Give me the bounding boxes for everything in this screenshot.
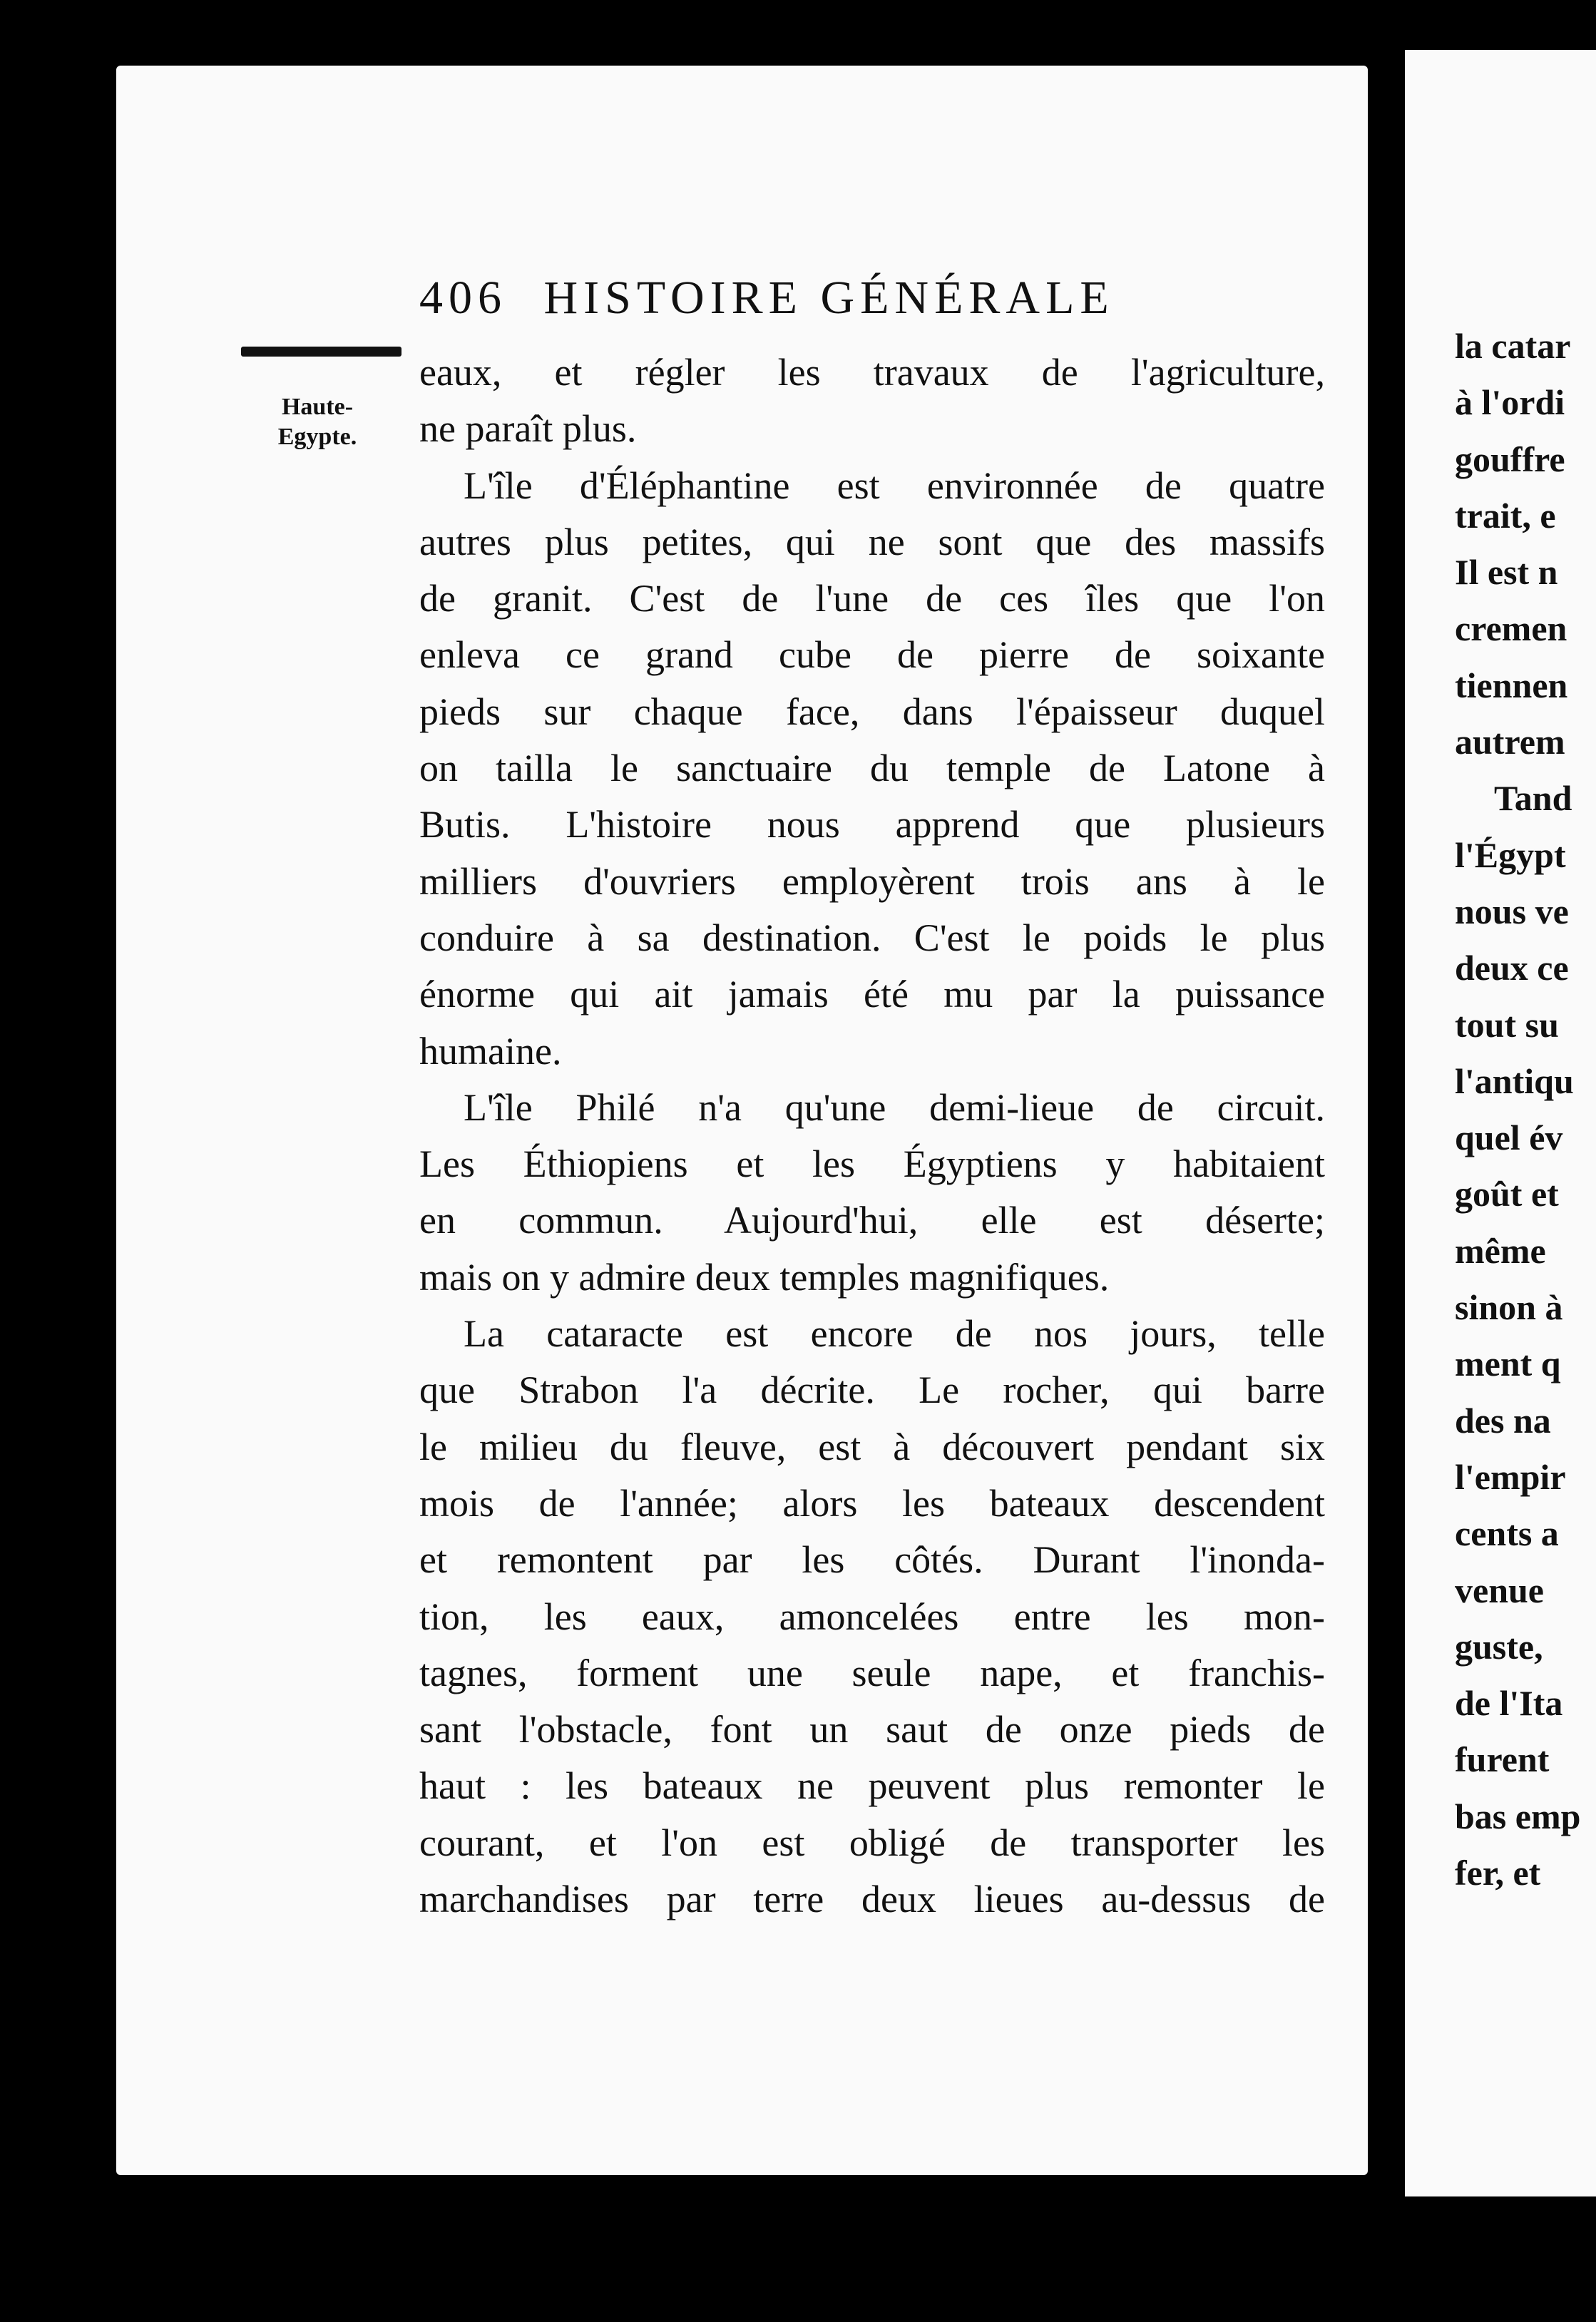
text-line: courant, et l'on est obligé de transporter les (419, 1821, 1325, 1864)
text-line: même (1455, 1230, 1546, 1271)
text-line: de l'Ita (1455, 1683, 1563, 1724)
text-line: Il est n (1455, 552, 1558, 593)
text-line: mais on y admire deux temples magnifiques. (419, 1255, 1110, 1299)
text-line: fer, et (1455, 1853, 1541, 1893)
text-line: sinon à (1455, 1287, 1563, 1328)
text-line: tagnes, forment une seule nape, et franchis- (419, 1651, 1325, 1694)
text-line: cents a (1455, 1513, 1559, 1554)
text-line: conduire à sa destination. C'est le poids le plus (419, 916, 1325, 959)
text-line: La cataracte est encore de nos jours, telle (464, 1312, 1325, 1356)
text-line: cremen (1455, 608, 1567, 649)
page-header (419, 271, 1311, 328)
text-line: et remontent par les côtés. Durant l'inonda- (419, 1538, 1325, 1582)
text-line: l'empir (1455, 1456, 1566, 1497)
text-line: mois de l'année; alors les bateaux descendent (419, 1481, 1325, 1525)
running-head: HISTOIRE GÉNÉRALE (543, 272, 1115, 324)
text-line: on tailla le sanctuaire du temple de Latone à (419, 747, 1325, 790)
text-line: pieds sur chaque face, dans l'épaisseur duquel (419, 690, 1325, 733)
page-number: 406 (419, 272, 507, 324)
text-line: en commun. Aujourd'hui, elle est déserte; (419, 1199, 1325, 1242)
text-line: Tand (1494, 778, 1572, 819)
text-line: marchandises par terre deux lieues au-dessus de (419, 1878, 1325, 1921)
text-line: L'île d'Éléphantine est environnée de quatre (464, 464, 1325, 507)
text-line: Les Éthiopiens et les Égyptiens y habitaient (419, 1142, 1325, 1186)
text-line: autres plus petites, qui ne sont que des massifs (419, 520, 1325, 563)
text-line: L'île Philé n'a qu'une demi-lieue de circuit. (464, 1085, 1325, 1129)
marginal-note (242, 392, 392, 452)
text-line: tiennen (1455, 665, 1568, 705)
text-line: ment q (1455, 1344, 1561, 1384)
text-line: guste, (1455, 1626, 1543, 1667)
text-line: sant l'obstacle, font un saut de onze pieds de (419, 1708, 1325, 1751)
text-line: quel év (1455, 1117, 1563, 1158)
text-line: des na (1455, 1400, 1551, 1441)
text-line: tion, les eaux, amoncelées entre les mon- (419, 1595, 1325, 1638)
marginal-note-line: Haute- (281, 394, 354, 420)
text-line: le milieu du fleuve, est à découvert pendant six (419, 1425, 1325, 1468)
text-line: la catar (1455, 326, 1571, 366)
text-line: humaine. (419, 1029, 562, 1073)
right-page-text (1455, 318, 1596, 1901)
text-line: furent (1455, 1739, 1550, 1780)
marginal-note-line: Egypte. (277, 424, 357, 450)
text-line: l'Égypt (1455, 834, 1566, 875)
text-line: autrem (1455, 722, 1565, 762)
text-line: nous ve (1455, 891, 1569, 931)
text-line: goût et (1455, 1174, 1559, 1214)
text-line: trait, e (1455, 495, 1556, 536)
text-line: gouffre (1455, 439, 1565, 479)
text-line: eaux, et régler les travaux de l'agriculture, (419, 351, 1325, 394)
text-line: l'antiqu (1455, 1060, 1574, 1101)
text-line: que Strabon l'a décrite. Le rocher, qui barre (419, 1369, 1325, 1412)
text-line: ne paraît plus. (419, 407, 637, 451)
text-line: bas emp (1455, 1796, 1581, 1836)
text-line: deux ce (1455, 948, 1569, 988)
text-line: énorme qui ait jamais été mu par la puissance (419, 973, 1325, 1016)
text-line: à l'ordi (1455, 382, 1565, 423)
book-gutter (1368, 43, 1405, 2218)
text-line: tout su (1455, 1004, 1559, 1045)
text-line: milliers d'ouvriers employèrent trois ans à le (419, 859, 1325, 903)
text-line: de granit. C'est de l'une de ces îles que l'on (419, 577, 1325, 620)
text-line: venue (1455, 1570, 1544, 1610)
text-line: haut : les bateaux ne peuvent plus remonter le (419, 1764, 1325, 1808)
body-text (419, 344, 1325, 1928)
margin-rule (241, 347, 401, 357)
text-line: Butis. L'histoire nous apprend que plusieurs (419, 803, 1325, 847)
text-line: enleva ce grand cube de pierre de soixante (419, 633, 1325, 677)
